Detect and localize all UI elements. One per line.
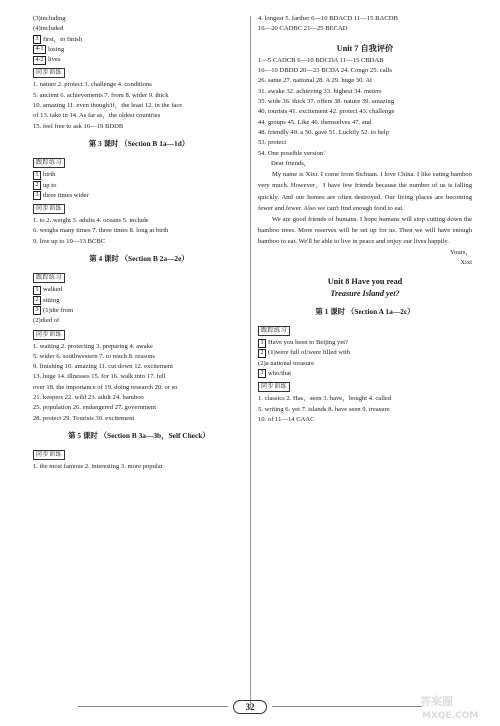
answer-line: 10. of 11—14 CAAC (258, 415, 315, 423)
section-tag: 同步训练 (33, 450, 65, 460)
answer-text: (1)die from (43, 306, 74, 314)
answer-line: 44. groups 45. Like 46. themselves 47. and (258, 118, 372, 126)
answer-text: up to (43, 181, 57, 189)
svg-text:MXQE.COM: MXQE.COM (422, 711, 479, 721)
answer-line: 26. same 27. national 28. A 29. huge 30. At (258, 77, 372, 85)
unit-heading: Unit 8 Have you read (327, 277, 403, 287)
answer-text: losing (48, 45, 65, 53)
page-number: 32 (233, 700, 267, 714)
answer-line: 31. awake 32. achieving 33. highest 34. meters (258, 87, 382, 95)
item-number-box: 2 (33, 181, 41, 190)
answer-line: 9. finishing 10. amazing 11. cut down 12. excitement (33, 363, 174, 371)
answer-line: 48. friendly 49. a 50. gave 51. Luckily 52. to help (258, 128, 389, 136)
column-divider (250, 16, 251, 708)
answer-line: 13. huge 14. illnesses 15. for 16. walk into 17. fell (33, 373, 166, 381)
answer-line: 1. waiting 2. protecting 3. preparing 4. awake (33, 342, 153, 350)
item-number-box: 3 (33, 35, 41, 44)
item-number-box: 1 (33, 286, 41, 295)
item-number-box: 4-2 (33, 56, 46, 65)
answer-line: 1. the most famous 2. interesting 3. more popular (33, 463, 163, 471)
answer-line: 1. to 2. weight 3. adults 4. oceans 5. include (33, 217, 149, 225)
footer-rule-left (78, 706, 228, 707)
answer-text: Have you been to Beijing yet? (268, 339, 349, 347)
item-number-box: 1 (258, 339, 266, 348)
answer-line (258, 338, 472, 348)
section-tag: 同步训练 (33, 204, 65, 214)
section-tag: 同步训练 (33, 330, 65, 340)
answer-text: who/that (268, 369, 292, 377)
lesson-heading: 第 5 课时 （Section B 3a—3b，Self Check） (68, 430, 210, 440)
unit-heading: Unit 7 自我评价 (336, 43, 394, 53)
answer-line: 5. ancient 6. achievements 7. from 8. wider 9. thick (33, 91, 169, 99)
letter-paragraph: We are good friends of humans. I hope humans will stop cutting down the bamboo trees. More reserves will be set up for us. Then we will have enough bamboo to eat. We'll be able to live in peace and enjoy our lives happily. (258, 215, 472, 246)
letter-greeting: Dear friends， (271, 159, 311, 167)
answer-line (33, 181, 245, 191)
answer-line: (2)a national treasure (258, 359, 315, 367)
lesson-heading: 第 3 课时 （Section B 1a—1d） (88, 138, 190, 148)
answer-line (33, 55, 245, 65)
answer-line: 21. keepers 22. wild 23. adult 24. bamboo (33, 394, 144, 402)
answer-line (33, 306, 245, 316)
letter-signoff: Xixi (460, 258, 472, 266)
answer-line (33, 191, 245, 201)
answer-line: 15. feel free to ask 16—19 BDDB (33, 122, 124, 130)
answer-line: 1—5 CADCB 6—10 BDCDA 11—15 CBDAB (258, 56, 384, 64)
answer-line: 16—19 DBDD 20—23 BCDA 24. Congo 25. calls (258, 67, 392, 75)
section-tag-row (258, 323, 472, 338)
section-tag: 同步训练 (33, 68, 65, 78)
section-tag-row (33, 201, 245, 216)
answer-line: 40. tourists 41. excitement 42. protect 43. challenge (258, 108, 395, 116)
answer-text: first，to finish (43, 35, 83, 43)
answer-line: over 18. the importance of 19. doing research 20. or so (33, 383, 178, 391)
answer-line: 53. protect (258, 139, 287, 147)
section-tag: 同步训练 (258, 382, 290, 392)
item-number-box: 2 (258, 349, 266, 358)
lesson-heading: 第 4 课时 （Section B 2a—2e） (89, 254, 189, 264)
answer-line: 25. population 26. endangered 27. government (33, 404, 157, 412)
item-number-box: 3 (258, 369, 266, 378)
answer-text: (1)were full of/were filled with (268, 349, 351, 357)
answer-line (33, 285, 245, 295)
section-tag-row (33, 327, 245, 342)
answer-line: 28. protect 29. Tourists 30. excitement (33, 414, 135, 422)
answer-line: 5. writing 6. yet 7. islands 8. have seen 9. treasure (258, 405, 390, 413)
answer-line (33, 45, 245, 55)
section-tag: 跟踪练习 (33, 158, 65, 168)
item-number-box: 2 (33, 296, 41, 305)
unit-heading-title: Treasure Island yet? (330, 289, 400, 299)
section-tag-row (33, 270, 245, 285)
answer-line: 35. wide 36. thick 37. offers 38. nature 39. amazing (258, 98, 395, 106)
item-number-box: 4-1 (33, 45, 46, 54)
answer-line: (4)included (33, 25, 64, 33)
answer-line: (3)including (33, 15, 66, 22)
section-tag-row (33, 447, 245, 462)
letter-paragraph: My name is Xixi. I come from Sichuan. I love China. I like eating bamboo very much. However，I have few friends because the number of us is falling quickly. And our homes are often destroyed. Our living places are becoming fewer and fewer. Also we can't find enough food to eat. (258, 171, 472, 212)
answer-line: 16—20 CADBC 21—25 BECAD (258, 25, 348, 33)
right-column (258, 14, 472, 425)
answer-line (33, 170, 245, 180)
answer-line: 1. classics 2. Has，seen 3. have，bought 4. called (258, 395, 392, 403)
answer-text: sitting (43, 296, 60, 304)
answer-line (258, 348, 472, 358)
section-tag-row (33, 65, 245, 80)
answer-text: three times wider (43, 191, 89, 199)
answer-line (33, 296, 245, 306)
svg-text:答案圈: 答案圈 (420, 695, 453, 708)
answer-text: lives (48, 56, 61, 64)
footer-rule-right (272, 706, 422, 707)
section-tag: 跟踪练习 (258, 326, 290, 336)
left-column (33, 14, 245, 473)
item-number-box: 1 (33, 171, 41, 180)
item-number-box: 3 (33, 306, 41, 315)
answer-line: 10. amazing 11. even though/if，the least 12. in the face (33, 102, 183, 110)
item-number-box: 3 (33, 191, 41, 200)
answer-line (33, 35, 245, 45)
answer-line: 5. wider 6. southwestern 7. to reach 8. reasons (33, 352, 155, 360)
watermark-logo (418, 692, 486, 722)
answer-line: (2)died of (33, 317, 60, 325)
answer-line: 4. longest 5. farther 6—10 BDACD 11—15 BACDB (258, 15, 398, 22)
answer-text: birth (43, 171, 56, 179)
answer-line: 1. nature 2. protect 3. challenge 4. conditions (33, 81, 152, 89)
answer-line: of 13. take in 14. As far as，the oldest countries (33, 112, 161, 120)
section-tag-row (33, 155, 245, 170)
section-tag-row (258, 379, 472, 394)
answer-text: walked (43, 286, 63, 294)
answer-line: 9. live up to 10—13 BCBC (33, 237, 106, 245)
section-tag: 跟踪练习 (33, 273, 65, 283)
lesson-heading: 第 1 课时 （Section A 1a—2c） (315, 306, 415, 316)
answer-line (258, 369, 472, 379)
answer-line: 54. One possible version： (258, 149, 330, 157)
answer-line: 6. weighs many times 7. three times 8. long at birth (33, 227, 169, 235)
letter-signoff: Yours， (449, 248, 472, 256)
